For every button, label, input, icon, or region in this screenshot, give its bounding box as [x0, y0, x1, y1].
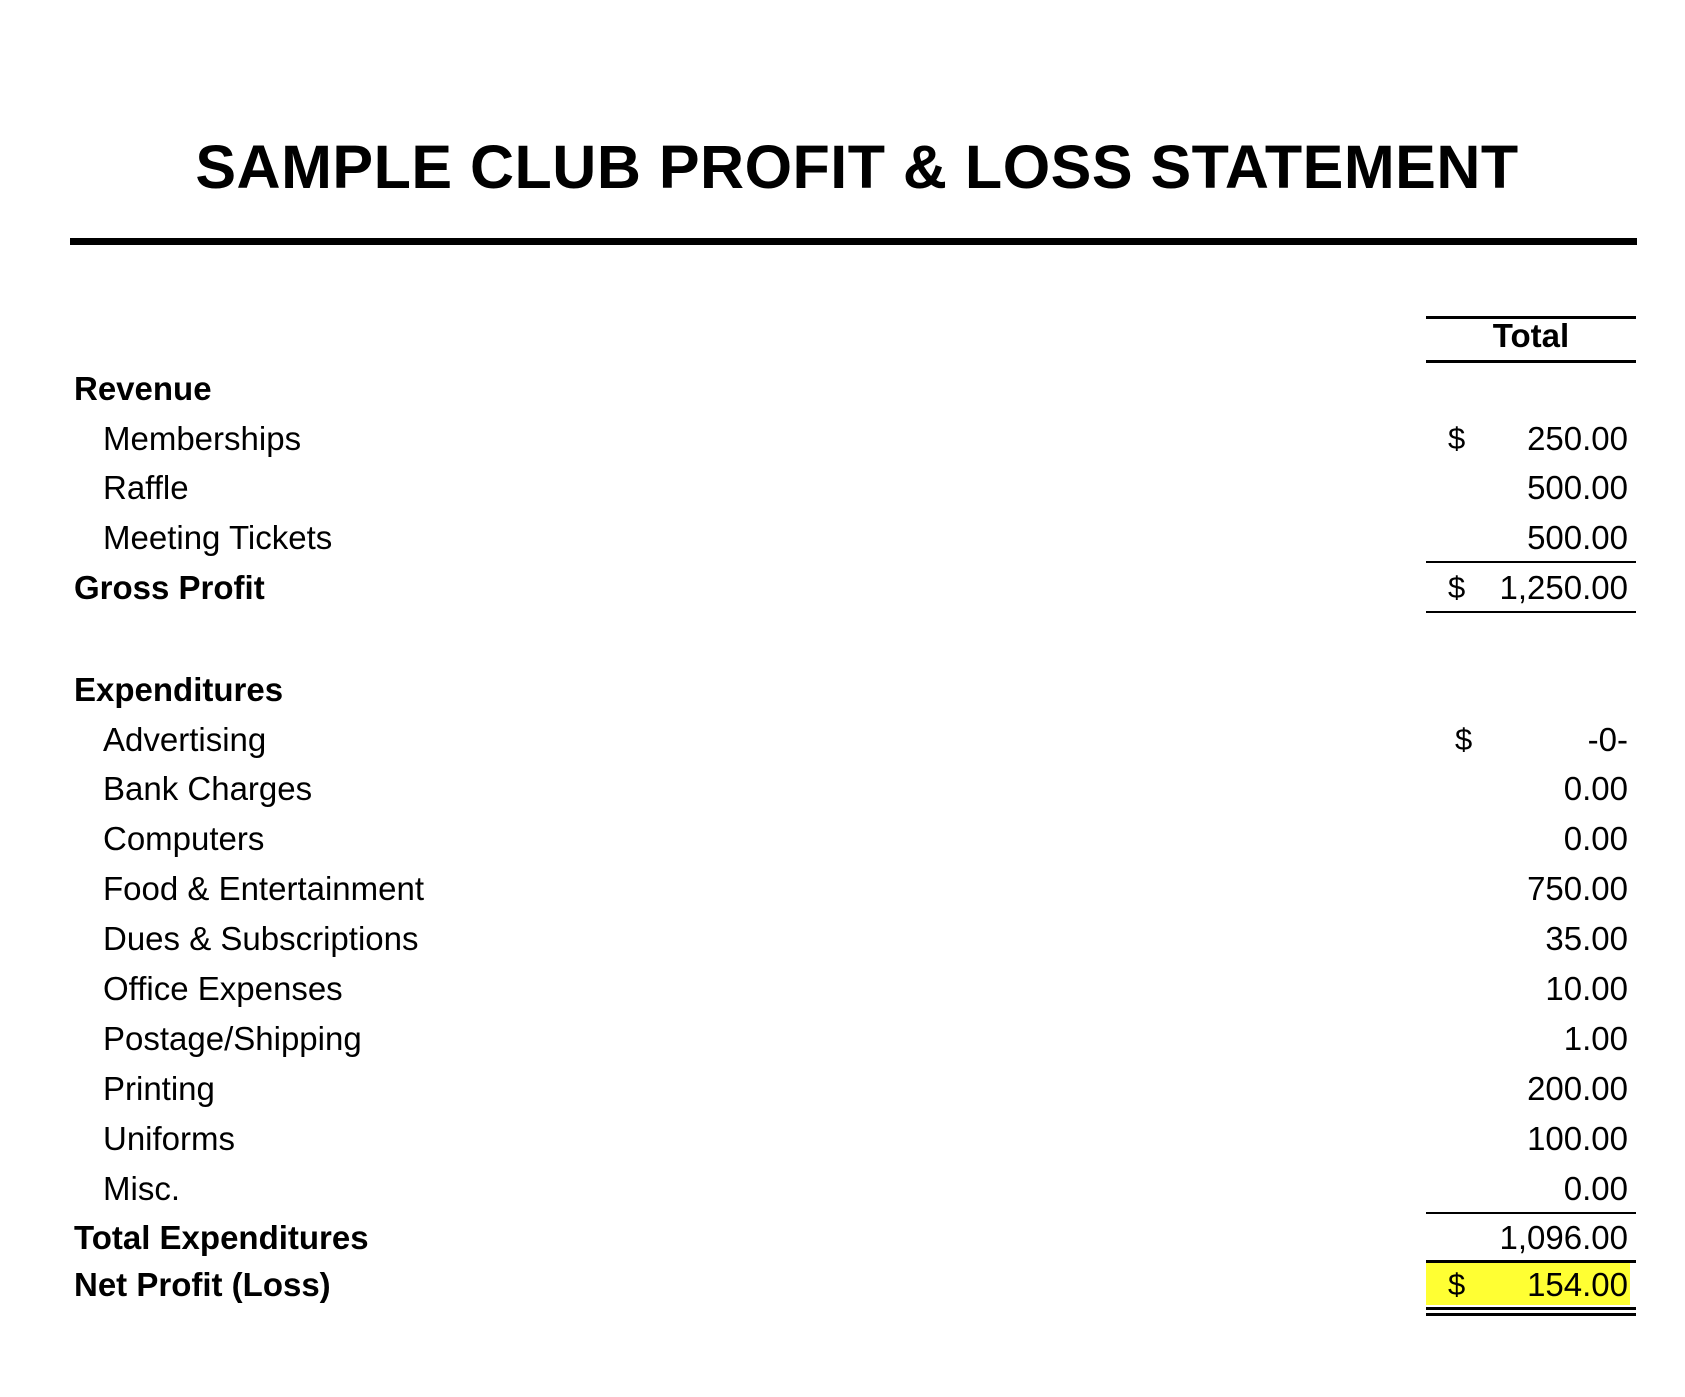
revenue-row: [0, 515, 1685, 561]
expenditure-row: [0, 916, 1685, 962]
net-profit-double-rule-top: [1426, 1307, 1636, 1310]
gross-profit-bottom-rule: [1426, 611, 1636, 613]
total-expenditures-row: [0, 1215, 1685, 1261]
expenditure-row: [0, 866, 1685, 912]
expenditure-item-label: Dues & Subscriptions: [103, 920, 419, 957]
expenditure-item-amount: -0-: [1587, 721, 1628, 758]
expenditure-item-amount: 750.00: [1527, 870, 1628, 907]
column-header-total: Total: [1492, 317, 1570, 354]
revenue-heading: Revenue: [74, 370, 212, 407]
expenditure-row: [0, 816, 1685, 862]
currency-symbol: $: [1448, 570, 1466, 605]
expenditure-row: [0, 1066, 1685, 1112]
expenditure-row: [0, 766, 1685, 812]
net-profit-double-rule-bottom: [1426, 1313, 1636, 1316]
expenditure-row: [0, 966, 1685, 1012]
gross-profit-amount: 1,250.00: [1499, 569, 1628, 606]
expenditure-row: [0, 1116, 1685, 1162]
net-profit-amount: 154.00: [1527, 1266, 1628, 1303]
currency-symbol: $: [1448, 1267, 1466, 1302]
currency-symbol: $: [1448, 421, 1466, 456]
expenditure-item-amount: 0.00: [1563, 820, 1628, 857]
expenditure-item-label: Uniforms: [103, 1120, 236, 1157]
expenditure-row: [0, 717, 1685, 763]
revenue-item-label: Raffle: [103, 469, 189, 506]
revenue-item-amount: 250.00: [1527, 420, 1628, 457]
expenditure-item-label: Advertising: [103, 721, 267, 758]
revenue-item-label: Memberships: [103, 420, 302, 457]
revenue-item-amount: 500.00: [1527, 469, 1628, 506]
column-header-bottom-rule: [1426, 360, 1636, 363]
net-profit-label: Net Profit (Loss): [74, 1266, 331, 1303]
expenditure-item-amount: 0.00: [1563, 1170, 1628, 1207]
total-expenditures-amount: 1,096.00: [1499, 1219, 1628, 1256]
expenditures-heading-row: [0, 667, 1685, 713]
revenue-heading-row: [0, 366, 1685, 412]
expenditure-item-label: Postage/Shipping: [103, 1020, 362, 1057]
expenditure-item-label: Misc.: [103, 1170, 180, 1207]
gross-profit-label: Gross Profit: [74, 569, 265, 606]
expenditure-row: [0, 1016, 1685, 1062]
expenditure-item-label: Bank Charges: [103, 770, 313, 807]
title-divider: [70, 238, 1637, 245]
expenditure-row: [0, 1166, 1685, 1212]
expenditure-item-amount: 200.00: [1527, 1070, 1628, 1107]
gross-profit-top-rule: [1426, 561, 1636, 563]
expenditure-item-amount: 10.00: [1545, 970, 1628, 1007]
expenditure-item-label: Computers: [103, 820, 265, 857]
expenditure-item-amount: 100.00: [1527, 1120, 1628, 1157]
expenditure-item-label: Printing: [103, 1070, 215, 1107]
net-profit-row: [0, 1262, 1685, 1308]
revenue-item-amount: 500.00: [1527, 519, 1628, 556]
revenue-item-label: Meeting Tickets: [103, 519, 333, 556]
page-title: SAMPLE CLUB PROFIT & LOSS STATEMENT: [195, 133, 1519, 201]
expenditure-item-label: Office Expenses: [103, 970, 343, 1007]
expenditure-item-amount: 0.00: [1563, 770, 1628, 807]
gross-profit-row: [0, 565, 1685, 611]
expenditure-item-amount: 1.00: [1563, 1020, 1628, 1057]
revenue-row: [0, 416, 1685, 462]
revenue-row: [0, 465, 1685, 511]
total-expenditures-label: Total Expenditures: [74, 1219, 369, 1256]
expenditures-heading: Expenditures: [74, 671, 284, 708]
expenditure-item-amount: 35.00: [1545, 920, 1628, 957]
currency-symbol: $: [1455, 722, 1473, 757]
total-expenditures-top-rule: [1426, 1212, 1636, 1214]
expenditure-item-label: Food & Entertainment: [103, 870, 425, 907]
